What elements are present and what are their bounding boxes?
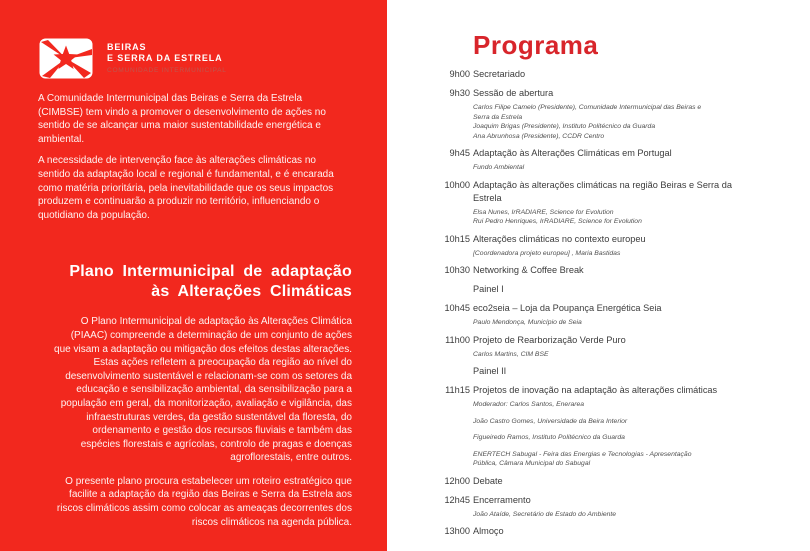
session-time: 10h45 <box>444 303 470 313</box>
session-time: 10h30 <box>444 265 470 275</box>
speaker-line: Ana Abrunhosa (Presidente), CCDR Centro <box>473 132 605 140</box>
session-time: 12h45 <box>444 494 470 505</box>
speaker-line: João Ataíde, Secretário de Estado do Ambiente <box>473 510 617 518</box>
session-speakers <box>473 249 711 259</box>
schedule-item <box>387 475 796 488</box>
session-title: Adaptação às alterações climáticas na região Beiras e Serra da Estrela <box>473 179 732 203</box>
session-title: Encerramento <box>473 494 531 505</box>
speaker-line: Rui Pedro Henriques, IrRADIARE, Science for Evolution <box>473 218 642 225</box>
session-title: Painel I <box>473 284 504 294</box>
session-speakers <box>473 163 711 173</box>
session-title: Projeto de Rearborização Verde Puro <box>473 334 626 345</box>
cim-bse-logo <box>38 36 352 80</box>
logo-wordmark <box>107 42 227 75</box>
schedule-item <box>387 68 796 81</box>
session-speakers <box>473 208 711 227</box>
session-time: 13h00 <box>444 526 470 536</box>
speaker-line: Elsa Nunes, IrRADIARE, Science for Evolution <box>473 208 614 216</box>
session-time: 10h00 <box>444 179 470 190</box>
session-speakers <box>473 103 711 141</box>
session-speakers <box>473 510 711 520</box>
schedule-item <box>387 87 796 141</box>
speaker-line: Moderador: Carlos Santos, Enerarea <box>473 401 585 408</box>
schedule-item <box>387 179 796 227</box>
schedule-item <box>387 147 796 173</box>
session-time <box>387 365 473 378</box>
schedule-list <box>387 68 796 538</box>
plan-heading <box>38 262 352 301</box>
speaker-line: João Castro Gomes, Universidade da Beira Interior <box>473 417 628 425</box>
session-title: Adaptação às Alterações Climáticas em Portugal <box>473 148 672 158</box>
session-time: 11h00 <box>445 334 470 345</box>
session-title: Debate <box>473 475 503 486</box>
session-title: Sessão de abertura <box>473 88 554 98</box>
session-time: 10h15 <box>444 233 470 244</box>
session-title: Painel II <box>473 366 507 376</box>
speaker-line: Fundo Ambiental <box>473 164 525 171</box>
session-title: Projetos de inovação na adaptação às alterações climáticas <box>473 385 718 395</box>
star-flag-icon <box>38 37 94 80</box>
logo-subtitle: COMUNIDADE INTERMUNICIPAL <box>107 66 227 74</box>
schedule-item <box>387 264 796 277</box>
session-time <box>387 283 473 296</box>
logo-line1: BEIRAS <box>107 41 147 52</box>
session-speakers <box>473 350 711 360</box>
session-speakers <box>473 318 711 328</box>
session-time: 11h15 <box>445 385 470 395</box>
body-paragraph-2: O presente plano procura estabelecer um roteiro estratégico que facilite a adaptação da região das Beiras e Serra da Estrela aos riscos climáticos assim como colocar as ameaças decorrentes dos riscos climáticos na agenda pública. <box>56 475 352 528</box>
plan-heading-line2: às Alterações Climáticas <box>151 282 352 300</box>
schedule-item <box>387 334 796 360</box>
speaker-line: Carlos Filipe Camelo (Presidente), Comunidade Intermunicipal das Beiras e Serra da Estrela <box>473 104 702 121</box>
speaker-line: Joaquim Brigas (Presidente), Instituto Politécnico da Guarda <box>473 123 656 130</box>
schedule-item <box>387 302 796 328</box>
session-title: eco2seia – Loja da Poupança Energética Seia <box>473 303 662 313</box>
schedule-item <box>387 525 796 538</box>
body-paragraph-1: O Plano Intermunicipal de adaptação às Alterações Climática (PIAAC) compreende a determinação de um conjunto de ações que visam a adaptação ou mitigação dos efeitos destas alterações. Estas ações refletem a preocupação da região ao nível do desenvolvimento sustentável e relacionam-se com os setores da educação e sensibilização ambiental, da sensibilização para a população em geral, da monitorização, avaliação e vigilância, das infraestruturas verdes, da gestão sustentável da floresta, do ordenamento e gestão dos recursos fluviais e também das espécies florestais e agrícolas, controlo de pragas e doenças agroflorestais, entre outros. <box>54 316 352 464</box>
speaker-line: [Coordenadora projeto europeu] , Maria Bastidas <box>473 249 621 257</box>
logo-line2: E SERRA DA ESTRELA <box>107 52 223 63</box>
schedule-panel-header <box>387 365 796 378</box>
session-title: Alterações climáticas no contexto europeu <box>473 233 646 244</box>
session-time: 9h00 <box>449 69 470 79</box>
session-title: Secretariado <box>473 69 526 79</box>
schedule-item <box>387 494 796 520</box>
intro-paragraph-2: A necessidade de intervenção face às alterações climáticas no sentido da adaptação local e regional é fundamental, e é encarada como matéria prioritária, pela inevitabilidade que os seus impactos produzem e continuarão a produzir no território, influenciando o quotidiano da população. <box>38 155 334 221</box>
speaker-line: Carlos Martins, CIM BSE <box>473 350 549 358</box>
session-time: 9h45 <box>449 148 470 158</box>
session-time: 12h00 <box>444 475 470 486</box>
program-title: Programa <box>473 30 599 60</box>
intro-paragraph-1: A Comunidade Intermunicipal das Beiras e Serra da Estrela (CIMBSE) tem vindo a promover o desenvolvimento de ações no sentido de se alcançar uma maior sustentabilidade energética e ambiental. <box>38 93 326 145</box>
schedule-item <box>387 384 796 469</box>
schedule-panel-header <box>387 283 796 296</box>
session-time: 9h30 <box>449 88 470 98</box>
session-title: Almoço <box>473 526 504 536</box>
speaker-line: ENERTECH Sabugal - Feira das Energias e Tecnologias - Apresentação Pública, Câmara Municipal do Sabugal <box>473 450 692 467</box>
session-title: Networking & Coffee Break <box>473 265 584 275</box>
schedule-item <box>387 233 796 259</box>
speaker-line: Paulo Mendonça, Município de Seia <box>473 319 582 326</box>
speaker-line: Figueiredo Ramos, Instituto Politécnico da Guarda <box>473 434 625 441</box>
plan-heading-line1: Plano Intermunicipal de adaptação <box>69 263 352 281</box>
left-red-panel <box>0 0 387 551</box>
program-panel <box>387 0 810 551</box>
session-speakers <box>473 400 711 469</box>
